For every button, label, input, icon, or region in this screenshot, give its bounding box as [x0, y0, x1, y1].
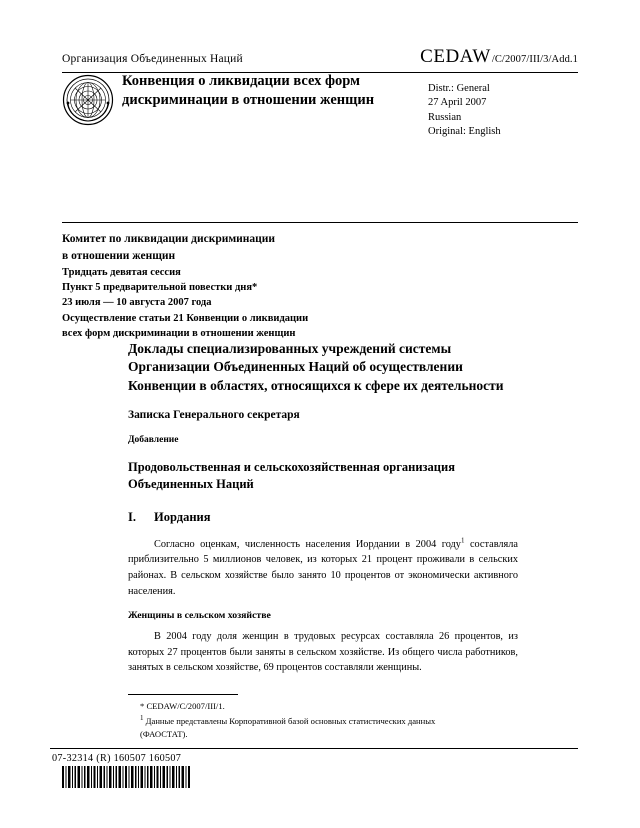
subsection-heading: Женщины в сельском хозяйстве — [128, 610, 271, 622]
paragraph-1 — [128, 537, 518, 600]
paragraph-1-part2: составляла приблизительно 5 миллионов человек, из которых 21 процент проживали в сельских районах. В сельском хозяйстве было занято 10 процентов от экономически активного населения. — [128, 538, 518, 597]
footnote-ref-1: 1 — [460, 536, 465, 545]
footnote-one-text: Данные представлены Корпоративной базой основных статистических данных — [143, 716, 436, 727]
committee-session: Тридцать девятая сессия — [62, 266, 181, 278]
masthead-top-row — [62, 46, 578, 68]
section-number: I. — [128, 509, 136, 524]
committee-implementation-line1: Осуществление статьи 21 Конвенции о ликвидации — [62, 312, 309, 324]
paragraph-1-part1: Согласно оценкам, численность населения Иордании в 2004 году — [154, 538, 461, 550]
footnote-one-marker: 1 — [140, 714, 144, 723]
document-body — [128, 340, 518, 687]
distribution-language: Russian — [428, 111, 462, 123]
agency-title: Продовольственная и сельскохозяйственная организация Объединенных Наций — [128, 460, 455, 492]
job-number: 07-32314 (R) 160507 160507 — [52, 753, 182, 764]
note-title: Записка Генерального секретаря — [128, 409, 300, 422]
committee-block — [62, 231, 392, 341]
committee-name-line2: в отношении женщин — [62, 249, 176, 262]
committee-agenda-item: Пункт 5 предварительной повестки дня* — [62, 281, 258, 293]
section-title: Иордания — [154, 509, 211, 524]
section-divider — [62, 222, 578, 223]
page-title: Доклады специализированных учреждений системы Организации Объединенных Наций об осуществлении Конвенции в областях, относящихся к сфере их деятельности — [128, 341, 504, 393]
footnote-star-marker: * — [140, 701, 145, 711]
convention-title: Конвенция о ликвидации всех форм дискриминации в отношении женщин — [122, 73, 375, 109]
document-symbol-main: CEDAW — [420, 46, 491, 67]
document-symbol-suffix: /C/2007/III/3/Add.1 — [491, 54, 578, 65]
distribution-block — [428, 82, 578, 140]
document-symbol — [420, 46, 578, 68]
distribution-type: Distr.: General — [428, 83, 490, 94]
un-emblem-icon — [62, 74, 114, 126]
committee-dates: 23 июля — 10 августа 2007 года — [62, 297, 212, 309]
paragraph-2: В 2004 году доля женщин в трудовых ресурсах составляла 26 процентов, из которых 27 процентов были заняты в сельском хозяйстве. Из общего числа работников, занятых в сельском хозяйстве, 69 процентов составляли женщины. — [128, 631, 518, 674]
section-heading — [128, 510, 518, 525]
title-block — [62, 66, 578, 140]
distribution-original: Original: English — [428, 126, 501, 138]
footer-divider — [50, 748, 578, 749]
footnote-star — [128, 700, 508, 712]
footnote-one-text-continued: (ФАОСТАТ). — [140, 728, 188, 739]
addendum-label: Добавление — [128, 435, 179, 446]
footnote-divider — [128, 694, 238, 695]
barcode — [62, 766, 192, 788]
distribution-date: 27 April 2007 — [428, 97, 487, 109]
committee-name-line1: Комитет по ликвидации дискриминации — [62, 233, 276, 245]
footnote-one — [128, 715, 508, 740]
footnote-star-text: CEDAW/C/2007/III/1. — [144, 701, 225, 711]
committee-implementation-line2: всех форм дискриминации в отношении женщин — [62, 327, 296, 339]
organization-name: Организация Объединенных Наций — [62, 53, 243, 65]
footnote-block — [128, 700, 508, 743]
